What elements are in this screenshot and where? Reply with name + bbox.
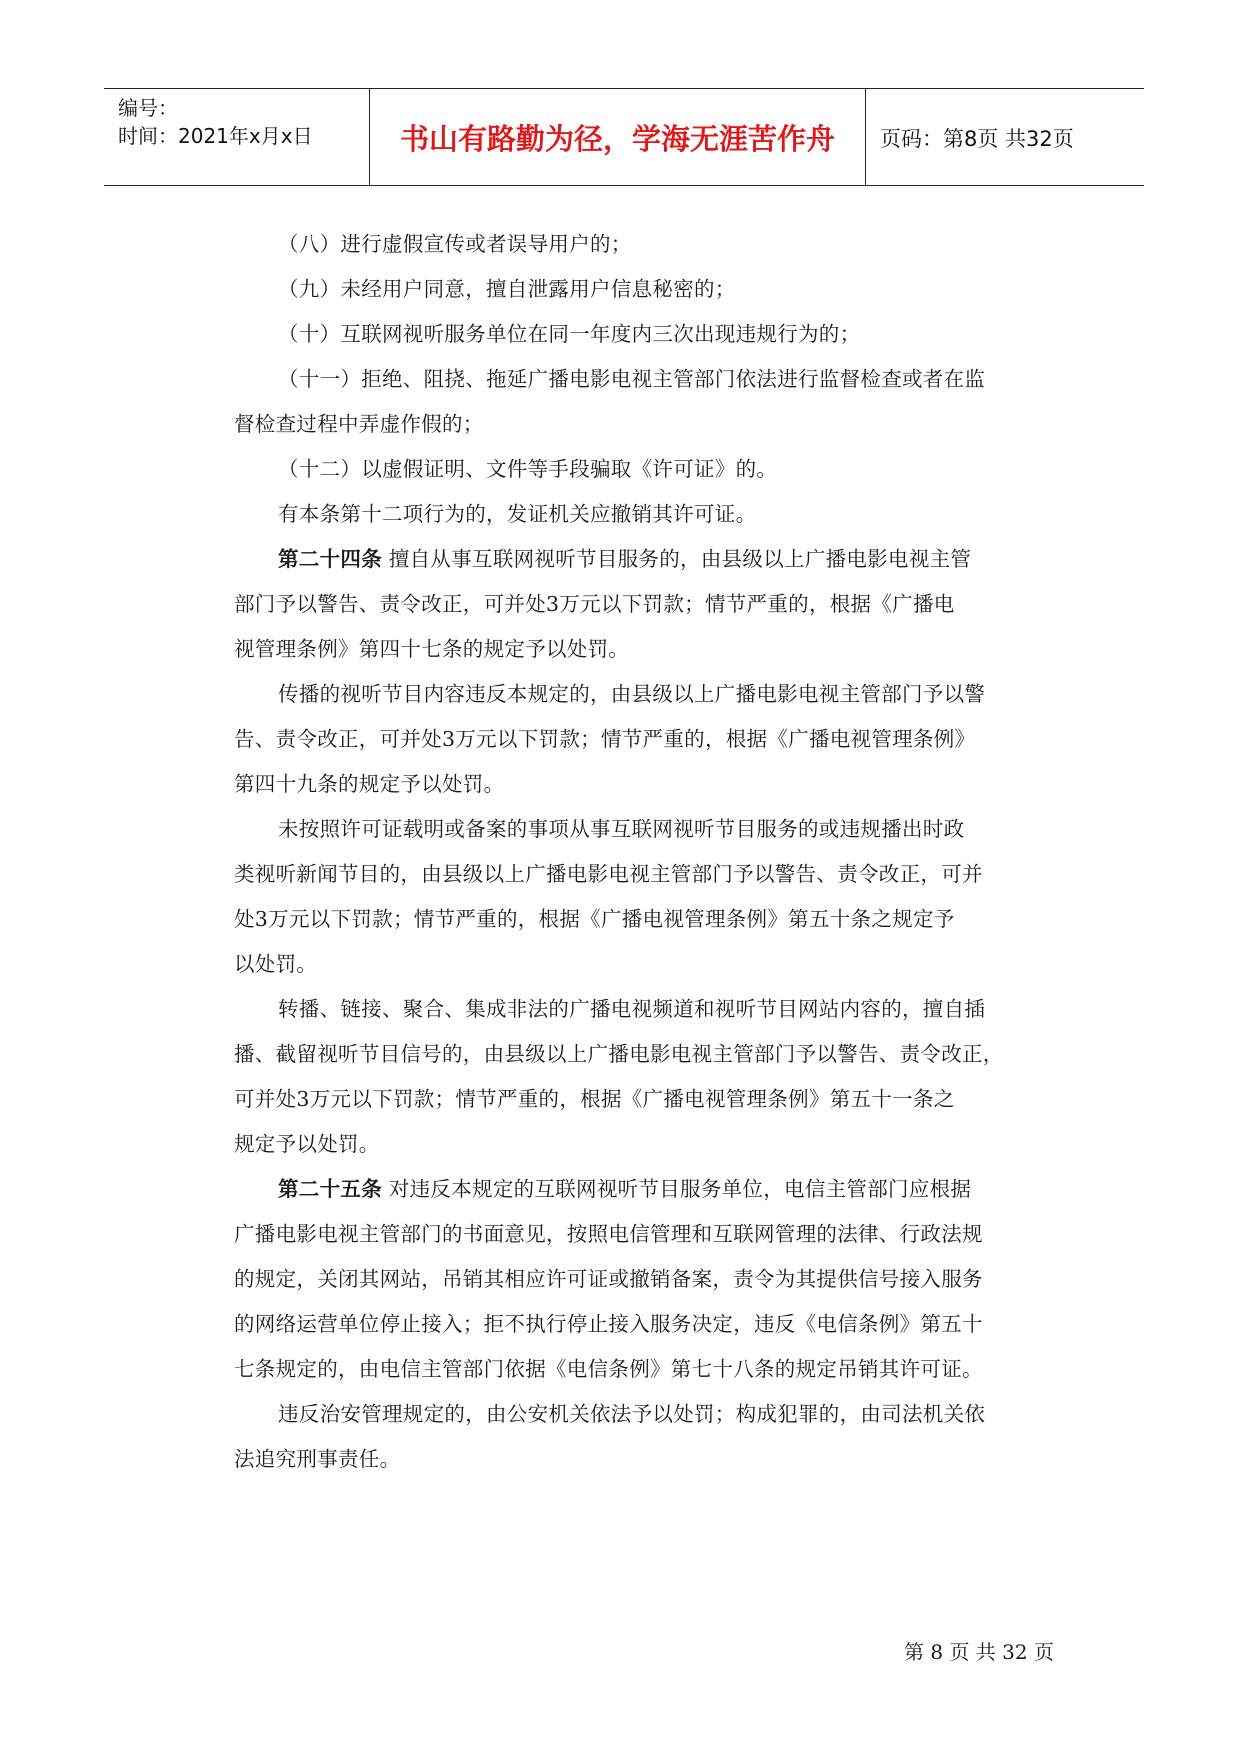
line-text: 擅自从事互联网视听节目服务的，由县级以上广播电影电视主管 (382, 547, 972, 571)
document-time-label: 时间：2021年x月x日 (118, 124, 313, 148)
line-text: 广播电影电视主管部门的书面意见，按照电信管理和互联网管理的法律、行政法规 (234, 1222, 983, 1246)
line-text: 对违反本规定的互联网视听节目服务单位，电信主管部门应根据 (382, 1177, 972, 1201)
line-text: 视管理条例》第四十七条的规定予以处罚。 (234, 637, 630, 661)
document-number-label: 编号： (118, 96, 178, 120)
line-text: 处3万元以下罚款；情节严重的，根据《广播电视管理条例》第五十条之规定予 (234, 907, 955, 931)
body-line (234, 1257, 1014, 1302)
body-line (234, 222, 1014, 267)
article-24-heading: 第二十四条 (278, 547, 382, 571)
body-line (234, 1347, 1014, 1392)
page-footer-number: 第 8 页 共 32 页 (904, 1640, 1054, 1664)
line-text: （十）互联网视听服务单位在同一年度内三次出现违规行为的； (278, 322, 861, 346)
line-text: 法追究刑事责任。 (234, 1447, 401, 1471)
body-line (234, 312, 1014, 357)
body-line (234, 492, 1014, 537)
line-text: 七条规定的，由电信主管部门依据《电信条例》第七十八条的规定吊销其许可证。 (234, 1357, 983, 1381)
line-text: 规定予以处罚。 (234, 1132, 380, 1156)
line-text: 可并处3万元以下罚款；情节严重的，根据《广播电视管理条例》第五十一条之 (234, 1087, 955, 1111)
body-line (234, 582, 1014, 627)
document-body (234, 222, 1014, 1482)
body-line (234, 1122, 1014, 1167)
line-text: 第四十九条的规定予以处罚。 (234, 772, 505, 796)
article-25-heading: 第二十五条 (278, 1177, 382, 1201)
article-24-line (234, 537, 1014, 582)
line-text: 转播、链接、聚合、集成非法的广播电视频道和视听节目网站内容的，擅自插 (278, 997, 986, 1021)
body-line (234, 852, 1014, 897)
line-text: 部门予以警告、责令改正，可并处3万元以下罚款；情节严重的，根据《广播电 (234, 592, 955, 616)
body-line (234, 762, 1014, 807)
line-text: （九）未经用户同意，擅自泄露用户信息秘密的； (278, 277, 736, 301)
body-line (234, 627, 1014, 672)
body-line (234, 987, 1014, 1032)
line-text: 类视听新闻节目的，由县级以上广播电影电视主管部门予以警告、责令改正，可并 (234, 862, 983, 886)
body-line (234, 1077, 1014, 1122)
header-page-code: 页码：第8页 共32页 (880, 127, 1074, 151)
body-line (234, 1392, 1014, 1437)
line-text: 播、截留视听节目信号的，由县级以上广播电影电视主管部门予以警告、责令改正， (234, 1042, 1004, 1066)
body-line (234, 1302, 1014, 1347)
header-motto: 书山有路勤为径，学海无涯苦作舟 (399, 122, 835, 156)
line-text: （十二）以虚假证明、文件等手段骗取《许可证》的。 (278, 457, 778, 481)
body-line (234, 357, 1014, 402)
body-line (234, 402, 1014, 447)
line-text: 告、责令改正，可并处3万元以下罚款；情节严重的，根据《广播电视管理条例》 (234, 727, 976, 751)
article-25-line (234, 1167, 1014, 1212)
line-text: 以处罚。 (234, 952, 318, 976)
page-header (104, 88, 1144, 186)
line-text: （十一）拒绝、阻挠、拖延广播电影电视主管部门依法进行监督检查或者在监 (278, 367, 986, 391)
line-text: 有本条第十二项行为的，发证机关应撤销其许可证。 (278, 502, 757, 526)
line-text: （八）进行虚假宣传或者误导用户的； (278, 232, 632, 256)
body-line (234, 897, 1014, 942)
body-line (234, 942, 1014, 987)
body-line (234, 672, 1014, 717)
line-text: 未按照许可证载明或备案的事项从事互联网视听节目服务的或违规播出时政 (278, 817, 965, 841)
line-text: 的网络运营单位停止接入；拒不执行停止接入服务决定，违反《电信条例》第五十 (234, 1312, 983, 1336)
body-line (234, 1437, 1014, 1482)
body-line (234, 447, 1014, 492)
line-text: 督检查过程中弄虚作假的； (234, 412, 484, 436)
line-text: 的规定，关闭其网站，吊销其相应许可证或撤销备案，责令为其提供信号接入服务 (234, 1267, 983, 1291)
line-text: 传播的视听节目内容违反本规定的，由县级以上广播电影电视主管部门予以警 (278, 682, 986, 706)
body-line (234, 267, 1014, 312)
body-line (234, 1032, 1014, 1077)
body-line (234, 1212, 1014, 1257)
header-middle-cell (369, 89, 866, 185)
header-right-cell (866, 89, 1144, 185)
body-line (234, 717, 1014, 762)
line-text: 违反治安管理规定的，由公安机关依法予以处罚；构成犯罪的，由司法机关依 (278, 1402, 986, 1426)
body-line (234, 807, 1014, 852)
header-left-cell (104, 89, 369, 185)
